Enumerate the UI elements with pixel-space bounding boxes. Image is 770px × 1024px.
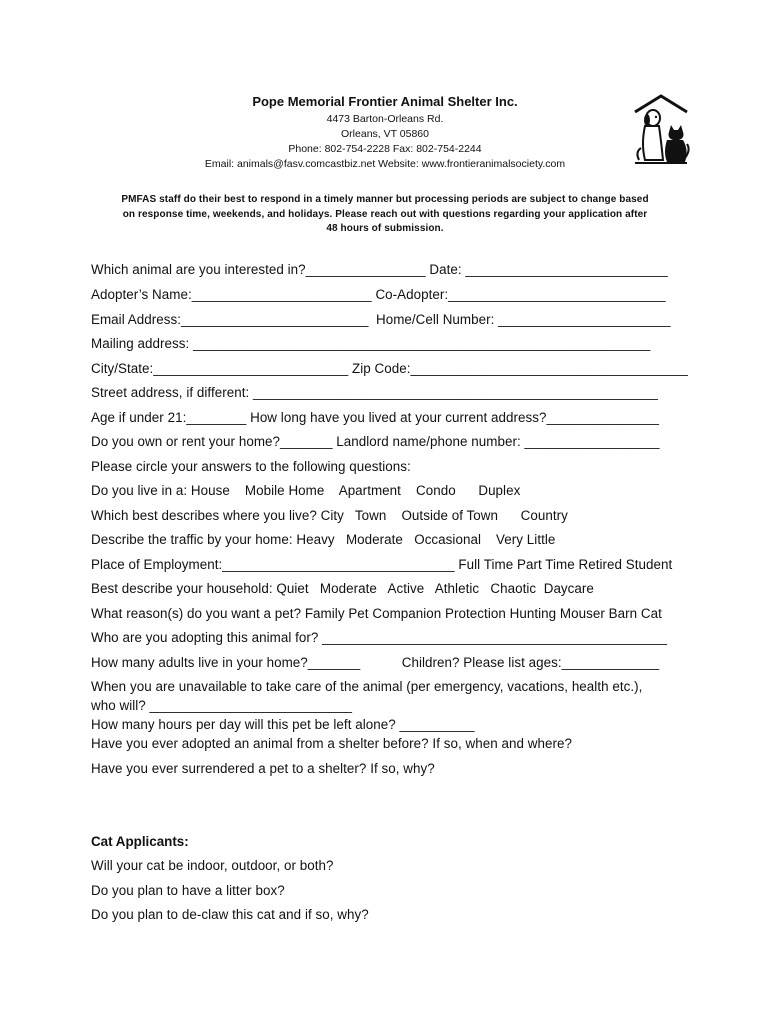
- question-pet-reason[interactable]: What reason(s) do you want a pet? Family Pet Companion Protection Hunting Mouser Barn Cat: [91, 606, 662, 621]
- question-mailing-address[interactable]: Mailing address: _____________________________________________________________: [91, 336, 651, 351]
- question-adults-children[interactable]: How many adults live in your home?_______ Children? Please list ages:_____________: [91, 655, 660, 670]
- question-caretaker[interactable]: When you are unavailable to take care of the animal (per emergency, vacations, health etc.),: [91, 679, 643, 694]
- instructions-circle-answers: Please circle your answers to the following questions:: [91, 459, 411, 474]
- question-adopting-for[interactable]: Who are you adopting this animal for? ______________________________________________: [91, 630, 668, 645]
- question-animal-date[interactable]: Which animal are you interested in?________________ Date: ___________________________: [91, 262, 668, 277]
- shelter-title: Pope Memorial Frontier Animal Shelter Inc.: [252, 94, 518, 109]
- phone-fax: Phone: 802-754-2228 Fax: 802-754-2244: [288, 143, 482, 155]
- question-surrendered[interactable]: Have you ever surrendered a pet to a shelter? If so, why?: [91, 761, 435, 776]
- notice-line-3: 48 hours of submission.: [326, 223, 444, 234]
- notice-line-1: PMFAS staff do their best to respond in a timely manner but processing periods are subject to change based: [121, 194, 649, 205]
- cat-applicants-heading: Cat Applicants:: [91, 834, 189, 849]
- question-city-zip[interactable]: City/State:__________________________ Zip Code:_____________________________________: [91, 361, 688, 376]
- address-line-2: Orleans, VT 05860: [341, 128, 429, 140]
- notice-line-2: on response time, weekends, and holidays. Please reach out with questions regarding your application after: [122, 209, 648, 220]
- question-adopted-before[interactable]: Have you ever adopted an animal from a shelter before? If so, when and where?: [91, 736, 572, 751]
- question-cat-indoor-outdoor[interactable]: Will your cat be indoor, outdoor, or both?: [91, 858, 334, 873]
- shelter-logo-icon: [631, 92, 691, 168]
- question-litter-box[interactable]: Do you plan to have a litter box?: [91, 883, 285, 898]
- question-employment[interactable]: Place of Employment:_______________________________ Full Time Part Time Retired Student: [91, 557, 673, 572]
- question-own-rent[interactable]: Do you own or rent your home?_______ Landlord name/phone number: __________________: [91, 434, 660, 449]
- email-website: Email: animals@fasv.comcastbiz.net Website: www.frontieranimalsociety.com: [204, 158, 566, 170]
- question-caretaker-who[interactable]: who will? ___________________________: [91, 698, 352, 713]
- question-traffic[interactable]: Describe the traffic by your home: Heavy Moderate Occasional Very Little: [91, 532, 556, 547]
- address-line-1: 4473 Barton-Orleans Rd.: [326, 113, 444, 125]
- question-household[interactable]: Best describe your household: Quiet Moderate Active Athletic Chaotic Daycare: [91, 581, 594, 596]
- question-location-type[interactable]: Which best describes where you live? City Town Outside of Town Country: [91, 508, 568, 523]
- question-home-type[interactable]: Do you live in a: House Mobile Home Apartment Condo Duplex: [91, 483, 521, 498]
- question-age-residence[interactable]: Age if under 21:________ How long have you lived at your current address?_______________: [91, 410, 659, 425]
- question-hours-alone[interactable]: How many hours per day will this pet be left alone? __________: [91, 717, 475, 732]
- question-street-address[interactable]: Street address, if different: ______________________________________________________: [91, 385, 658, 400]
- question-declaw[interactable]: Do you plan to de-claw this cat and if so, why?: [91, 907, 369, 922]
- question-adopter-names[interactable]: Adopter’s Name:________________________ Co-Adopter:_____________________________: [91, 287, 666, 302]
- question-email-phone[interactable]: Email Address:_________________________ Home/Cell Number: _______________________: [91, 312, 671, 327]
